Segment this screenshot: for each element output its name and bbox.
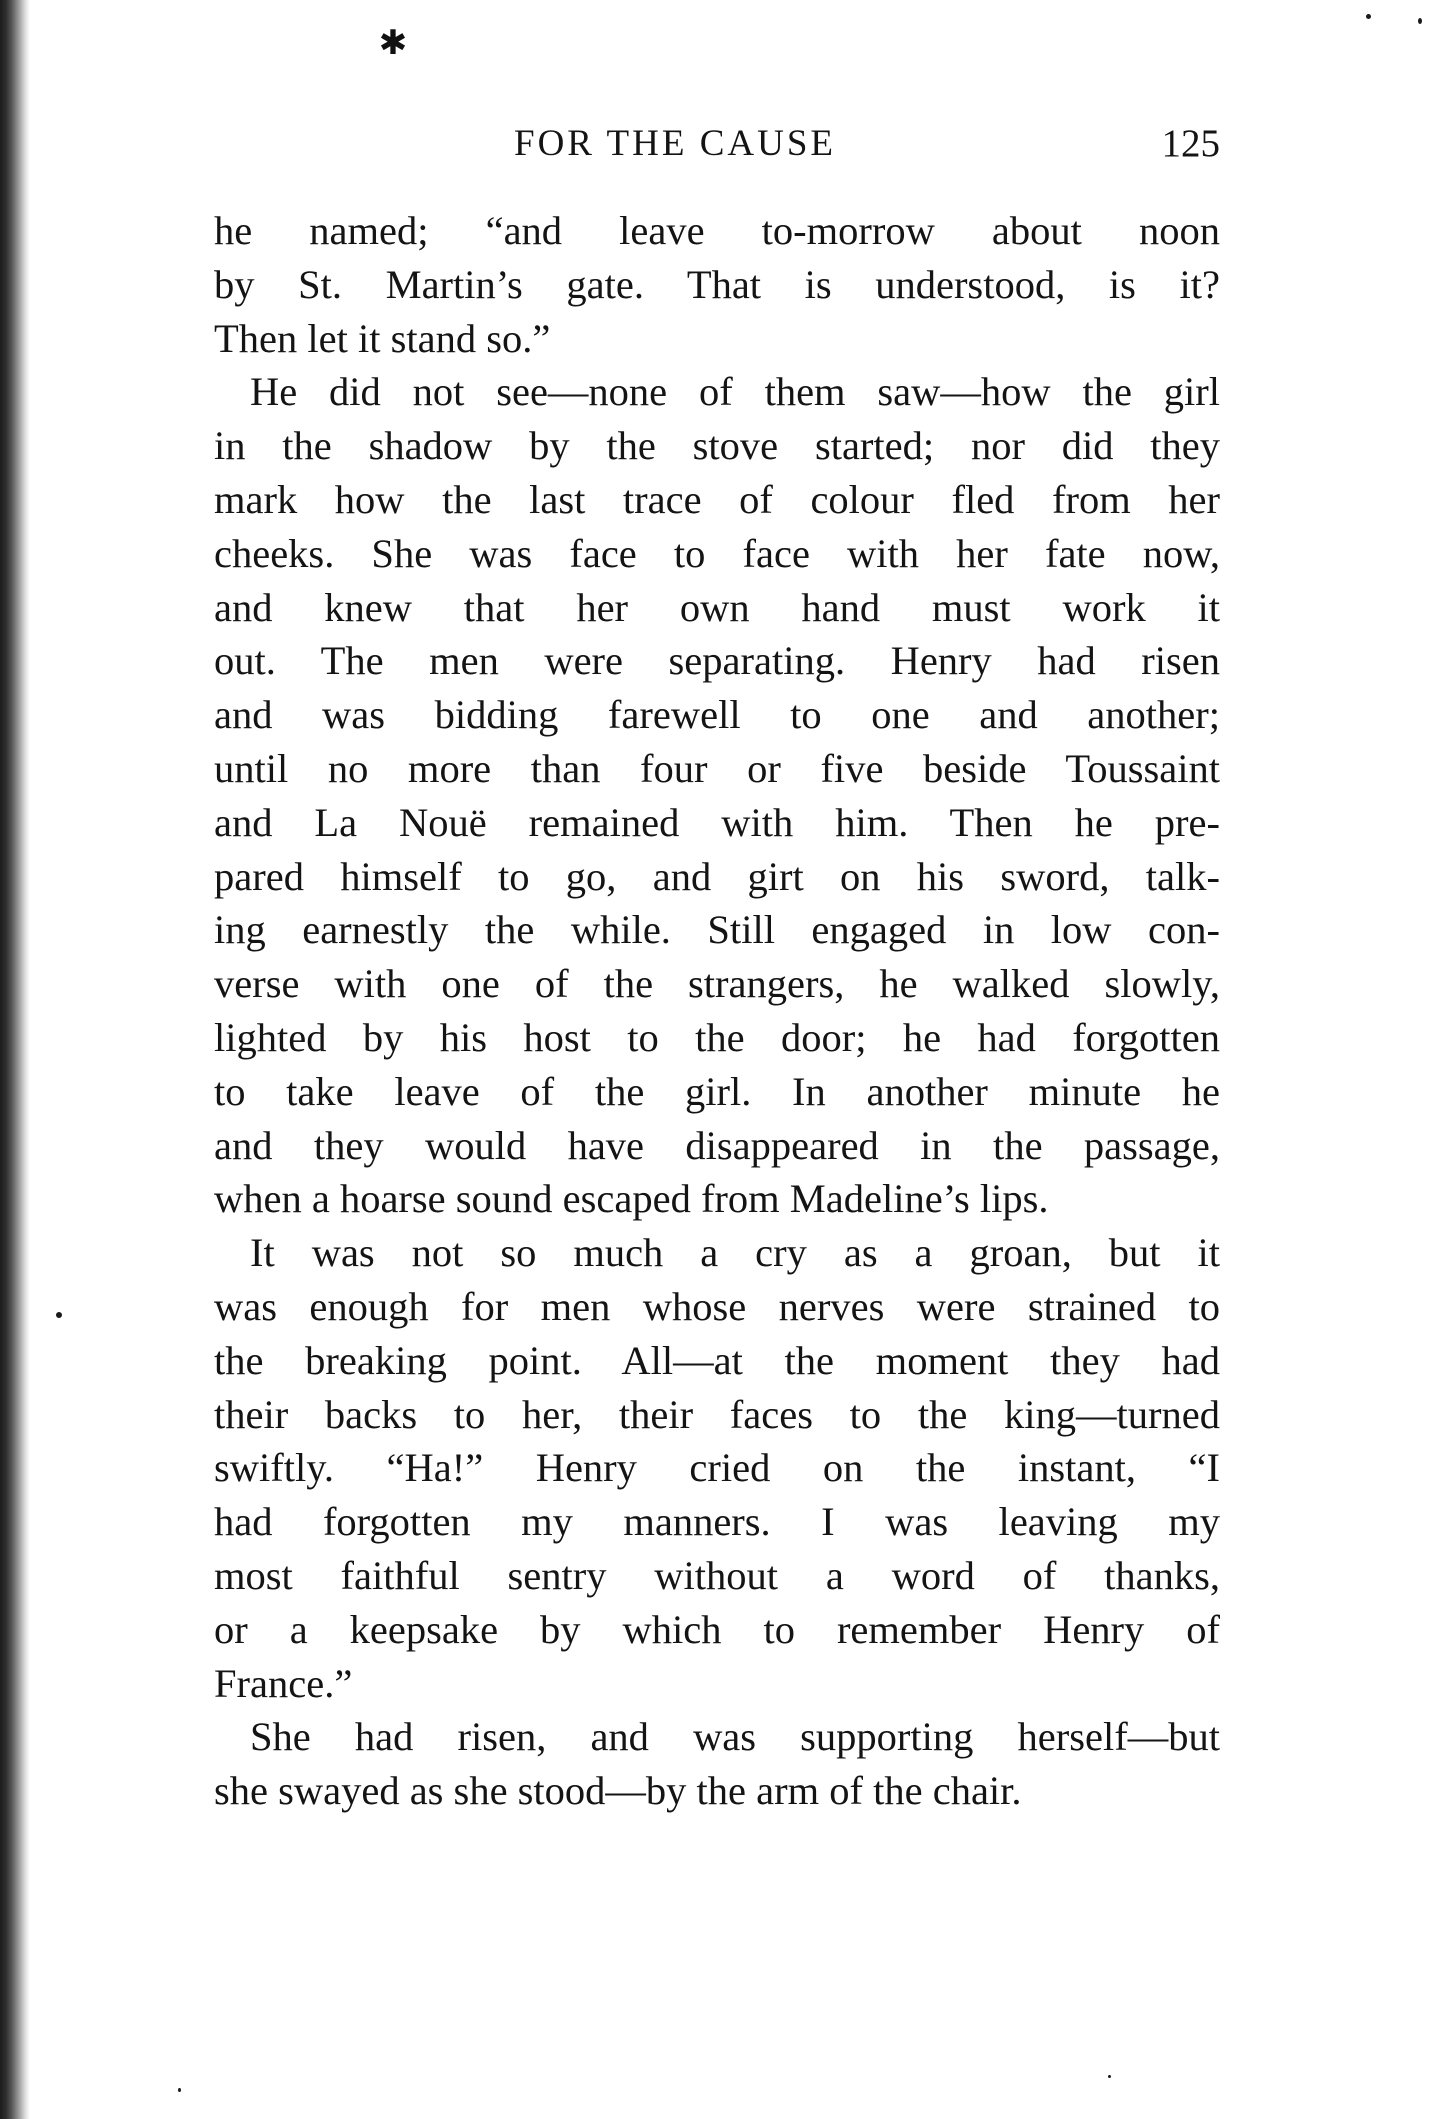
scan-speck: [1366, 14, 1371, 19]
text-line: he named; “and leave to-morrow about noon: [214, 208, 1220, 253]
text-line: and was bidding farewell to one and another;: [214, 692, 1220, 738]
text-line: swiftly. “Ha!” Henry cried on the instant, “I: [214, 1445, 1220, 1491]
text-line: and knew that her own hand must work it: [214, 584, 1220, 630]
text-line: cheeks. She was face to face with her fate now,: [214, 530, 1220, 576]
paragraph: [214, 1226, 1220, 1710]
text-line: mark how the last trace of colour fled from her: [214, 476, 1220, 522]
binding-edge: [0, 0, 30, 2119]
text-line: she swayed as she stood—by the arm of the chair.: [214, 1768, 1022, 1814]
text-line: or a keepsake by which to remember Henry of: [214, 1606, 1220, 1652]
text-line: and La Nouë remained with him. Then he pre-: [214, 799, 1220, 845]
paragraph: [214, 365, 1220, 1226]
scan-speck: [178, 2088, 181, 2092]
text-line: to take leave of the girl. In another minute he: [214, 1068, 1220, 1114]
text-line: had forgotten my manners. I was leaving my: [214, 1499, 1220, 1545]
ornament-icon: ✱: [378, 23, 408, 63]
paragraph: [214, 1710, 1220, 1818]
text-line: until no more than four or five beside Toussaint: [214, 745, 1220, 791]
text-line: in the shadow by the stove started; nor did they: [214, 423, 1220, 469]
text-line: and they would have disappeared in the passage,: [214, 1122, 1220, 1168]
scan-speck: [56, 1312, 62, 1318]
text-line: She had risen, and was supporting herself—but: [250, 1714, 1220, 1760]
text-line: pared himself to go, and girt on his sword, talk-: [214, 853, 1220, 899]
text-line: He did not see—none of them saw—how the girl: [250, 369, 1220, 415]
scan-speck: [1108, 2075, 1111, 2078]
text-line: the breaking point. All—at the moment they had: [214, 1337, 1220, 1383]
text-line: their backs to her, their faces to the king—turned: [214, 1391, 1220, 1437]
text-line: lighted by his host to the door; he had forgotten: [214, 1014, 1220, 1060]
text-line: by St. Martin’s gate. That is understood, is it?: [214, 261, 1220, 307]
paragraph: [214, 204, 1220, 365]
text-line: most faithful sentry without a word of thanks,: [214, 1552, 1220, 1598]
scan-speck: [1418, 18, 1422, 24]
page-number: 125: [1161, 122, 1220, 165]
text-line: was enough for men whose nerves were strained to: [214, 1283, 1220, 1329]
text-line: Then let it stand so.”: [214, 315, 551, 361]
text-line: verse with one of the strangers, he walked slowly,: [214, 961, 1220, 1007]
text-line: out. The men were separating. Henry had risen: [214, 638, 1220, 684]
body-text: [214, 204, 1220, 1818]
running-title: FOR THE CAUSE: [514, 123, 837, 164]
text-line: It was not so much a cry as a groan, but it: [250, 1230, 1220, 1276]
text-line: when a hoarse sound escaped from Madeline’s lips.: [214, 1176, 1049, 1222]
text-line: ing earnestly the while. Still engaged in low con-: [214, 907, 1220, 953]
running-head: [214, 118, 1220, 170]
text-line: France.”: [214, 1660, 353, 1706]
